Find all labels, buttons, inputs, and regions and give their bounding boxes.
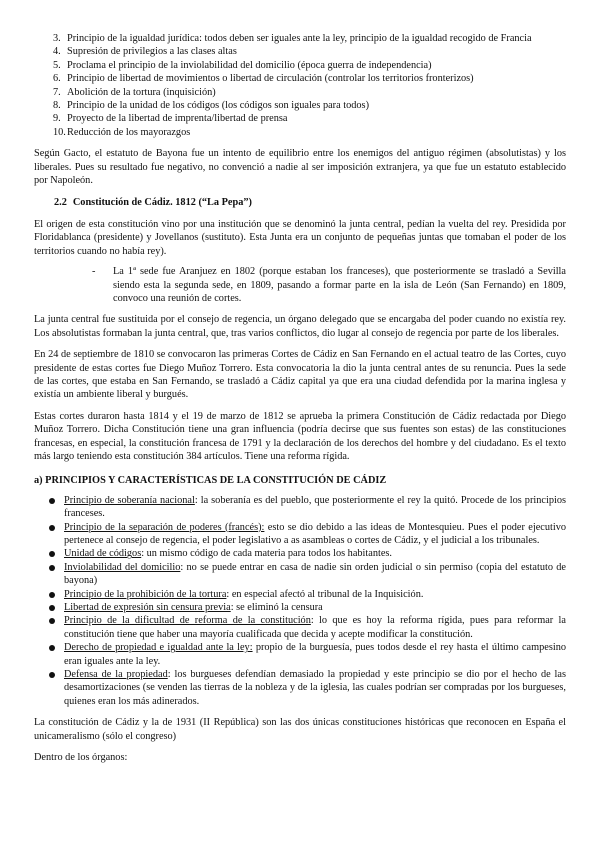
section-heading <box>34 196 566 209</box>
list-item <box>34 641 566 668</box>
dash-item-text: La 1ª sede fue Aranjuez en 1802 (porque estaban los franceses), que posteriormente se trasladó a Sevilla siendo esta la segunda sede, en 1809, pasando a formar parte en la isla de León (San Fernando) en 1809, convoco una reunión de cortes. <box>113 266 566 304</box>
list-item: 9. Proyecto de la libertad de imprenta/libertad de prensa <box>53 113 288 125</box>
principle-desc: : los burgueses defendían demasiado la propiedad y este principio se dio por el hecho de las desamortizaciones (se venden las tierras de la nobleza y de la iglesia, las cuales podrían ser compradas por los burgueses, quienes eran los más adinerados. <box>64 669 566 707</box>
paragraph-junta: La junta central fue sustituida por el consejo de regencia, un órgano delegado que se encargaba del poder cuando no existía rey. Los absolutistas formaban la junta central, que, tras varios conflictos, dio lugar al consejo de regencia por parte de los liberales. <box>34 314 566 339</box>
list-item <box>34 561 566 588</box>
principles-list <box>34 494 566 709</box>
list-item: 6. Principio de libertad de movimientos o libertad de circulación (controlar los territorios fronterizos) <box>53 73 474 85</box>
list-item-text: Abolición de la tortura (inquisición) <box>67 86 216 98</box>
paragraph-gacto: Según Gacto, el estatuto de Bayona fue un intento de equilibrio entre los enemigos del antiguo régimen (absolutistas) y los liberales. Pues su resultado fue negativo, no convenció a nadie al ser imposición extranjera, ya que fue un estatuto establecido por Napoleón. <box>34 148 566 187</box>
paragraph-1931: La constitución de Cádiz y la de 1931 (II República) son las dos únicas constituciones históricas que reconocen en España el unicameralismo (sólo el congreso) <box>34 717 566 742</box>
list-item: 8. Principio de la unidad de los códigos (los códigos son iguales para todos) <box>53 100 369 112</box>
list-item <box>34 668 566 708</box>
principle-desc: : lo que es hoy la reforma rígida, pues para reformar la constitución tiene que haber una mayoría cualificada que decida y acepte modificar la constitución. <box>64 615 566 640</box>
section-title: Constitución de Cádiz. 1812 (“La Pepa”) <box>72 197 252 209</box>
paragraph-organos: Dentro de los órganos: <box>34 752 128 764</box>
bullet-icon <box>49 498 55 504</box>
principle-desc: : no se puede entrar en casa de nadie sin orden judicial o sin permiso (copia del estatuto de bayona) <box>64 561 566 587</box>
principle-term: Principio de soberanía nacional <box>64 494 195 506</box>
paragraph-origen: El origen de esta constitución vino por una institución que se denominó la junta central, pedían la vuelta del rey. Presidida por Floridablanca (presidente) y Jovellanos (sustituto). Esta Junta era un conjunto de pequeñas juntas que tomaban el poder de los territorios cuando no había rey). <box>34 218 566 257</box>
bullet-icon <box>49 525 55 531</box>
principle-desc: : se eliminó la censura <box>230 602 323 614</box>
list-item: 4. Supresión de privilegios a las clases altas <box>53 46 237 58</box>
list-item <box>34 601 566 614</box>
list-item-text: Principio de la igualdad jurídica: todos deben ser iguales ante la ley, principio de la igualdad recogido de Francia <box>67 33 532 44</box>
list-item-text: Principio de libertad de movimientos o libertad de circulación (controlar los territorios fronterizos) <box>67 73 474 85</box>
list-item-text: Proyecto de la libertad de imprenta/libertad de prensa <box>67 113 288 125</box>
list-item <box>34 494 566 521</box>
bullet-icon <box>49 605 55 611</box>
bullet-icon <box>49 672 55 678</box>
bullet-icon <box>49 592 55 598</box>
list-item <box>34 614 566 641</box>
list-item <box>34 588 566 601</box>
bullet-icon <box>49 618 55 624</box>
paragraph-duracion: Estas cortes duraron hasta 1814 y el 19 de marzo de 1812 se aprueba la primera Constitución de Cádiz redactada por Diego Muñoz Torrero. Dicha Constitución tiene una gran influencia (podría decirse que sus fuentes son estas) de las constituciones francesas, en especial, la constitución francesa de 1791 y la declaración de los derechos del hombre y del ciudadano. Es el texto más largo teniendo esta constitución 384 artículos. Tiene una reforma rígida. <box>34 410 566 462</box>
principle-desc: propio de la burguesía, pues todos desde el rey hasta el último campesino eran iguales ante la ley. <box>64 642 566 667</box>
section-number: 2.2 <box>54 197 67 209</box>
bullet-icon <box>49 565 55 571</box>
principle-desc: esto se dio debido a las ideas de Montesquieu. Pues el poder ejecutivo pertenece al consejo de regencia, el poder legislativo a as asambleas o cortes de Cádiz, y el judicial a los tribunales. <box>64 521 566 546</box>
principle-term: Principio de la dificultad de reforma de la constitución <box>64 615 311 627</box>
principle-term: Principio de la separación de poderes (francés): <box>64 521 265 533</box>
principle-term: Principio de la prohibición de la tortura <box>64 588 227 600</box>
list-item-text: Principio de la unidad de los códigos (los códigos son iguales para todos) <box>67 100 369 112</box>
principle-term: Derecho de propiedad e igualdad ante la ley: <box>64 642 253 654</box>
principle-term: Inviolabilidad del domicilio <box>64 561 181 573</box>
list-item-text: Supresión de privilegios a las clases altas <box>67 46 237 58</box>
principle-desc: : la soberanía es del pueblo, que posteriormente el rey la quitó. Procede de los principios franceses. <box>64 494 566 520</box>
subsection-heading: a) PRINCIPIOS Y CARACTERÍSTICAS DE LA CONSTITUCIÓN DE CÁDIZ <box>34 475 387 487</box>
principle-term: Unidad de códigos <box>64 548 142 560</box>
list-item: 7. Abolición de la tortura (inquisición) <box>53 86 216 98</box>
bullet-icon <box>49 551 55 557</box>
principle-term: Libertad de expresión sin censura previa <box>64 602 231 614</box>
principle-term: Defensa de la propiedad <box>64 669 168 681</box>
list-item: 5. Proclama el principio de la inviolabilidad del domicilio (época guerra de independencia) <box>53 59 432 71</box>
list-item: 3. Principio de la igualdad jurídica: todos deben ser iguales ante la ley, principio de la igualdad recogido de Francia <box>53 33 532 44</box>
principle-desc: : un mismo código de cada materia para todos los habitantes. <box>141 548 392 560</box>
numbered-list <box>34 32 566 139</box>
list-item-text: Reducción de los mayorazgos <box>67 126 191 138</box>
list-item-text: Proclama el principio de la inviolabilidad del domicilio (época guerra de independencia) <box>67 59 432 71</box>
dash-marker: - <box>92 266 96 278</box>
dash-list-item <box>34 265 566 305</box>
list-item: 10. Reducción de los mayorazgos <box>53 126 191 138</box>
paragraph-cortes: En 24 de septiembre de 1810 se convocaron las primeras Cortes de Cádiz en San Fernando en el actual teatro de las Cortes, cuyo presidente de estas cortes fue Diego Muñoz Torrero. Esta convocatoria la dio la junta central antes de su renuncia. Pues la sede de las cortes, que estaba en San Fernando, se trasladó a Cádiz capital ya que era una ciudad defendida por la marina inglesa y existía un ambiente liberal y burgués. <box>34 349 566 401</box>
list-item <box>34 547 566 560</box>
list-item <box>34 521 566 548</box>
bullet-icon <box>49 645 55 651</box>
principle-desc: : en especial afectó al tribunal de la Inquisición. <box>226 588 424 600</box>
